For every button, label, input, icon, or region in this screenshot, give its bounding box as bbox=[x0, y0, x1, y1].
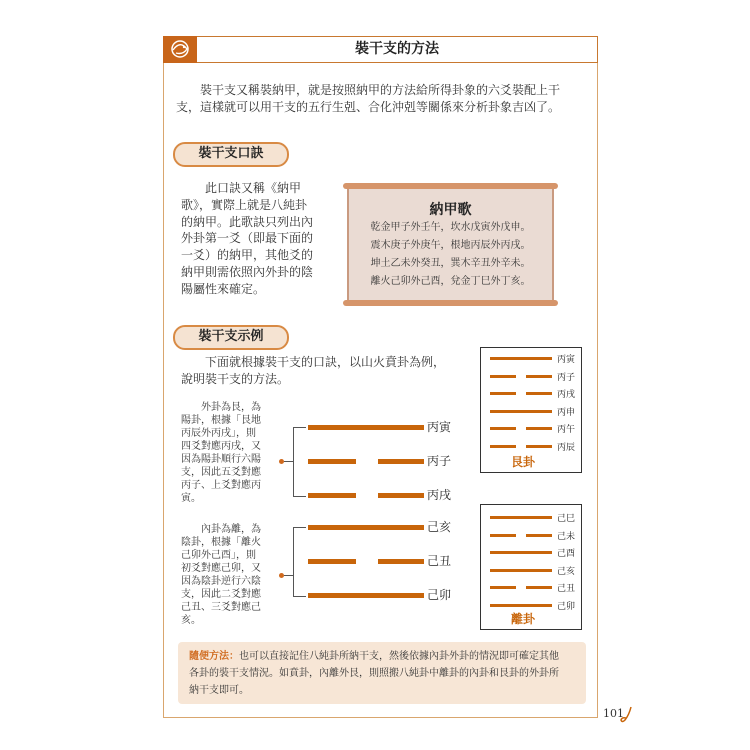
text-line: 寅。 bbox=[181, 493, 201, 504]
poem-line: 乾金甲子外壬午，坎水戊寅外戊申。 bbox=[370, 222, 531, 233]
yin-line-segment bbox=[308, 493, 356, 498]
example-paragraph bbox=[181, 354, 471, 388]
text-line: 因為陽卦順行六陽 bbox=[181, 454, 261, 465]
ganzhi-label: 丙子 bbox=[427, 454, 452, 468]
yang-line bbox=[490, 516, 552, 519]
section-heading-example: 裝干支示例 bbox=[173, 325, 289, 350]
text-line: 內卦為離，為 bbox=[181, 524, 261, 535]
intro-paragraph bbox=[176, 82, 588, 116]
dragon-logo-icon bbox=[163, 36, 197, 63]
yang-line bbox=[490, 551, 552, 554]
text-line: 陰卦，根據「離火 bbox=[181, 537, 261, 548]
ganzhi-label: 丙寅 bbox=[427, 420, 452, 434]
text-line: 此口訣又稱《納甲 bbox=[181, 181, 302, 195]
yang-line bbox=[308, 425, 424, 430]
connector-line bbox=[284, 461, 293, 462]
yin-line-segment bbox=[526, 586, 552, 589]
yin-line-segment bbox=[526, 375, 552, 378]
yang-line bbox=[490, 604, 552, 607]
text-line: 支，因此二爻對應 bbox=[181, 589, 261, 600]
ganzhi-label: 丙午 bbox=[557, 425, 576, 435]
scroll-rod-bottom bbox=[343, 300, 558, 306]
ganzhi-label: 己亥 bbox=[427, 520, 452, 534]
text-line: 丙子、上爻對應丙 bbox=[181, 480, 261, 491]
tip-line: 也可以直接記住八純卦所納干支，然後依據內卦外卦的情況即可確定其他 bbox=[239, 651, 559, 662]
yin-line-segment bbox=[490, 392, 516, 395]
page-swash-icon bbox=[620, 706, 634, 728]
outer-bracket bbox=[293, 427, 306, 497]
text-line: 納甲則需依照內外卦的陰 bbox=[181, 264, 314, 279]
tip-text bbox=[189, 648, 581, 699]
page-title: 裝干支的方法 bbox=[355, 41, 439, 57]
text-line: 下面就根據裝干支的口訣，以山火賁卦為例， bbox=[181, 355, 446, 369]
yin-line-segment bbox=[490, 375, 516, 378]
yin-line-segment bbox=[308, 559, 356, 564]
ganzhi-label: 己巳 bbox=[557, 514, 576, 524]
text-line: 因為陰卦逆行六陰 bbox=[181, 576, 261, 587]
intro-line: 支，這樣就可以用干支的五行生剋、合化沖剋等關係來分析卦象吉凶了。 bbox=[176, 100, 561, 114]
inner-bracket bbox=[293, 527, 306, 597]
tip-line: 納干支即可。 bbox=[189, 685, 249, 696]
ganzhi-label: 己卯 bbox=[427, 588, 452, 602]
text-line: 己丑、三爻對應己 bbox=[181, 602, 261, 613]
text-line: 初爻對應己卯，又 bbox=[181, 563, 261, 574]
poem-title: 納甲歌 bbox=[429, 202, 472, 218]
yin-line-segment bbox=[308, 459, 356, 464]
text-line: 一爻）的納甲，其他爻的 bbox=[181, 248, 314, 263]
text-line: 歌》，實際上就是八純卦 bbox=[181, 197, 308, 212]
tip-line: 各卦的裝干支情況。如賁卦，內離外艮，則照搬八純卦中離卦的內卦和艮卦的外卦所 bbox=[189, 668, 559, 679]
ganzhi-label: 己亥 bbox=[557, 566, 576, 577]
gen-trigram-name: 艮卦 bbox=[510, 455, 535, 469]
text-line: 外卦第一爻（即最下面的 bbox=[181, 231, 314, 246]
yin-line-segment bbox=[490, 445, 516, 448]
ganzhi-label: 己丑 bbox=[557, 584, 576, 594]
poem-line: 離火己卯外己酉，兌金丁巳外丁亥。 bbox=[370, 276, 531, 287]
text-line: 外卦為艮，為 bbox=[181, 402, 261, 413]
text-line: 亥。 bbox=[181, 615, 201, 626]
text-line: 陽屬性來確定。 bbox=[181, 281, 266, 296]
ganzhi-label: 丙子 bbox=[557, 372, 576, 383]
yang-line bbox=[308, 593, 424, 598]
outer-trigram-text bbox=[181, 401, 276, 505]
inner-trigram-text bbox=[181, 523, 276, 627]
ganzhi-label: 丙辰 bbox=[557, 442, 576, 453]
yin-line-segment bbox=[378, 559, 424, 564]
yang-line bbox=[490, 357, 552, 360]
text-line: 支，因此五爻對應 bbox=[181, 467, 261, 478]
yang-line bbox=[490, 569, 552, 572]
ganzhi-label: 丙寅 bbox=[557, 355, 576, 365]
tip-label: 隨便方法： bbox=[189, 651, 239, 662]
ganzhi-label: 己丑 bbox=[427, 554, 452, 568]
ganzhi-label: 己未 bbox=[557, 531, 576, 542]
yin-line-segment bbox=[490, 427, 516, 430]
yin-line-segment bbox=[490, 586, 516, 589]
text-line: 四爻對應丙戌，又 bbox=[181, 441, 261, 452]
yin-line-segment bbox=[378, 459, 424, 464]
yang-line bbox=[490, 410, 552, 413]
connector-line bbox=[284, 575, 293, 576]
ganzhi-label: 己卯 bbox=[557, 601, 576, 612]
ganzhi-label: 丙申 bbox=[557, 407, 576, 418]
text-line: 說明裝干支的方法。 bbox=[181, 372, 290, 386]
text-line: 丙辰外丙戌」，則 bbox=[181, 428, 256, 439]
yang-line bbox=[308, 525, 424, 530]
section-heading-koujue: 裝干支口訣 bbox=[173, 142, 289, 167]
yin-line-segment bbox=[490, 534, 516, 537]
ganzhi-label: 丙戌 bbox=[427, 488, 452, 502]
koujue-paragraph bbox=[181, 180, 321, 298]
yin-line-segment bbox=[526, 427, 552, 430]
poem-body bbox=[349, 219, 552, 291]
ganzhi-label: 己酉 bbox=[557, 549, 576, 559]
poem-line: 震木庚子外庚午，根地丙辰外丙戌。 bbox=[370, 240, 531, 251]
text-line: 己卯外己酉」，則 bbox=[181, 550, 256, 561]
intro-line: 裝干支又稱裝納甲，就是按照納甲的方法給所得卦象的六爻裝配上干 bbox=[176, 83, 561, 97]
text-line: 的納甲。此歌訣只列出內 bbox=[181, 214, 314, 229]
yin-line-segment bbox=[526, 534, 552, 537]
yin-line-segment bbox=[378, 493, 424, 498]
yin-line-segment bbox=[526, 392, 552, 395]
ganzhi-label: 丙戌 bbox=[557, 390, 576, 400]
poem-line: 坤土乙未外癸丑，巽木辛丑外辛未。 bbox=[370, 258, 531, 269]
page-number: 101 bbox=[603, 707, 624, 720]
text-line: 陽卦，根據「艮地 bbox=[181, 415, 261, 426]
li-trigram-name: 離卦 bbox=[510, 612, 535, 626]
yin-line-segment bbox=[526, 445, 552, 448]
